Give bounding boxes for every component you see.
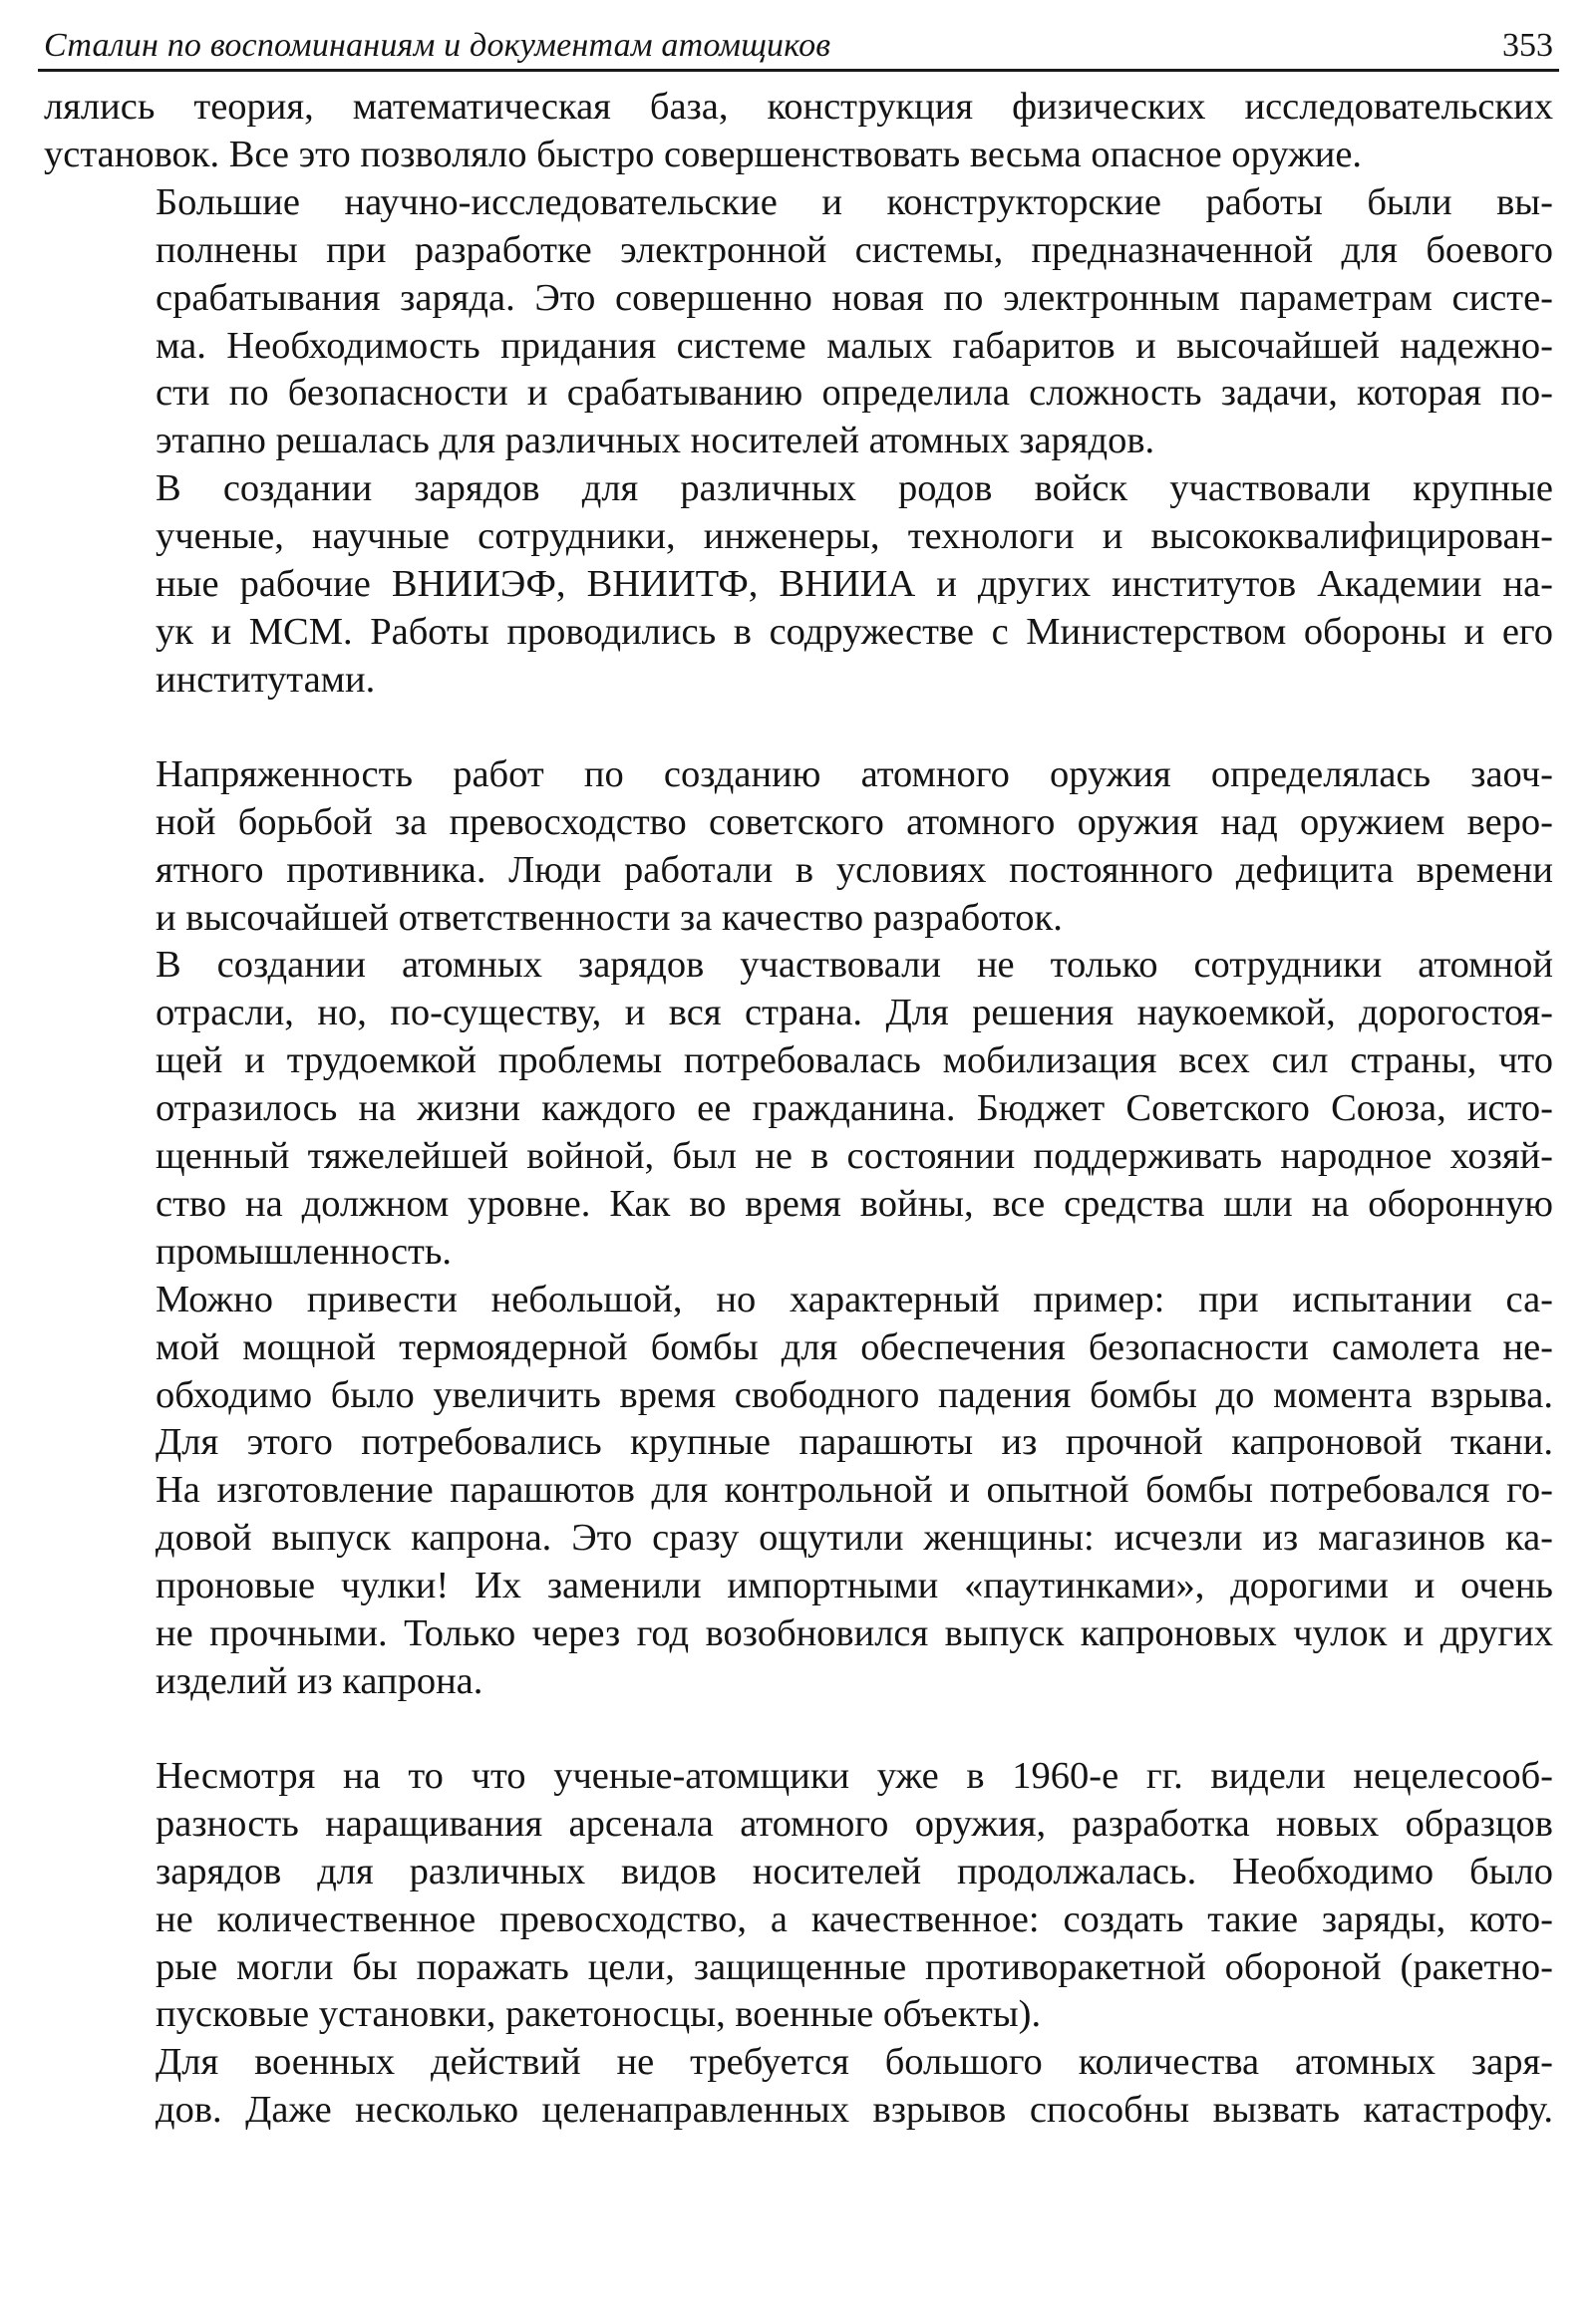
paragraph	[44, 465, 1553, 705]
text-line: ные рабочие ВНИИЭФ, ВНИИТФ, ВНИИА и других институтов Академии на-	[156, 563, 1553, 606]
text-line: довой выпуск капрона. Это сразу ощутили женщины: исчезли из магазинов ка-	[156, 1517, 1553, 1560]
book-page	[38, 22, 1559, 2135]
text-line: дов. Даже несколько целенаправленных взрывов способны вызвать катастрофу.	[156, 2089, 1553, 2132]
text-line: промышленность.	[156, 1230, 453, 1273]
text-line: ук и МСМ. Работы проводились в содружестве с Министерством обороны и его	[156, 610, 1553, 653]
paragraph	[44, 1753, 1553, 2039]
text-line: ятного противника. Люди работали в условиях постоянного дефицита времени	[156, 848, 1553, 891]
text-line: Можно привести небольшой, но характерный пример: при испытании са-	[156, 1278, 1553, 1320]
body-text	[38, 84, 1559, 2135]
text-line: Большие научно-исследовательские и конструкторские работы были вы-	[156, 180, 1553, 223]
text-line: обходимо было увеличить время свободного падения бомбы до момента взрыва.	[156, 1373, 1553, 1416]
text-line: В создании зарядов для различных родов войск участвовали крупные	[156, 467, 1553, 510]
text-line: Для этого потребовались крупные парашюты из прочной капроновой ткани.	[156, 1421, 1553, 1464]
running-header	[38, 22, 1559, 72]
text-line: разность наращивания арсенала атомного оружия, разработка новых образцов	[156, 1802, 1553, 1845]
text-line: лялись теория, математическая база, конструкция физических исследовательских	[44, 86, 1553, 128]
text-line: рые могли бы поражать цели, защищенные противоракетной обороной (ракетно-	[156, 1945, 1553, 1988]
text-line: мой мощной термоядерной бомбы для обеспечения безопасности самолета не-	[156, 1325, 1553, 1368]
text-line: отразилось на жизни каждого ее гражданина. Бюджет Советского Союза, исто-	[156, 1087, 1553, 1130]
paragraph	[44, 84, 1553, 179]
text-line: проновые чулки! Их заменили импортными «паутинками», дорогими и очень	[156, 1565, 1553, 1607]
text-line: срабатывания заряда. Это совершенно новая по электронным параметрам систе-	[156, 276, 1553, 319]
text-line: На изготовление парашютов для контрольной и опытной бомбы потребовался го-	[156, 1469, 1553, 1512]
section-break	[44, 1706, 1553, 1753]
text-line: ма. Необходимость придания системе малых габаритов и высочайшей надежно-	[156, 324, 1553, 367]
text-line: щенный тяжелейшей войной, был не в состоянии поддерживать народное хозяй-	[156, 1135, 1553, 1178]
text-line: установок. Все это позволяло быстро совершенствовать весьма опасное оружие.	[44, 133, 1363, 175]
text-line: изделий из капрона.	[156, 1660, 483, 1702]
paragraph	[44, 751, 1553, 943]
paragraph	[44, 1277, 1553, 1706]
page-number: 353	[1502, 27, 1553, 64]
text-line: и высочайшей ответственности за качество разработок.	[156, 896, 1063, 939]
text-line: полнены при разработке электронной системы, предназначенной для боевого	[156, 228, 1553, 271]
text-line: Напряженность работ по созданию атомного оружия определялась заоч-	[156, 752, 1553, 795]
text-line: щей и трудоемкой проблемы потребовалась мобилизация всех сил страны, что	[156, 1039, 1553, 1082]
text-line: сти по безопасности и срабатыванию определила сложность задачи, которая по-	[156, 372, 1553, 415]
running-title: Сталин по воспоминаниям и документам атомщиков	[44, 27, 831, 64]
text-line: ной борьбой за превосходство советского атомного оружия над оружием веро-	[156, 800, 1553, 843]
paragraph	[44, 179, 1553, 465]
paragraph	[44, 2039, 1553, 2135]
text-line: ство на должном уровне. Как во время войны, все средства шли на оборонную	[156, 1182, 1553, 1225]
text-line: ученые, научные сотрудники, инженеры, технологи и высококвалифицирован-	[156, 515, 1553, 558]
paragraph	[44, 942, 1553, 1276]
text-line: зарядов для различных видов носителей продолжалась. Необходимо было	[156, 1850, 1553, 1892]
text-line: Несмотря на то что ученые-атомщики уже в 1960-е гг. видели нецелесооб-	[156, 1754, 1553, 1797]
text-line: Для военных действий не требуется большого количества атомных заря-	[156, 2041, 1553, 2084]
text-line: В создании атомных зарядов участвовали не только сотрудники атомной	[156, 944, 1553, 987]
text-line: отрасли, но, по-существу, и вся страна. Для решения наукоемкой, дорогостоя-	[156, 992, 1553, 1034]
text-line: не количественное превосходство, а качественное: создать такие заряды, кото-	[156, 1897, 1553, 1940]
text-line: этапно решалась для различных носителей атомных зарядов.	[156, 420, 1155, 462]
text-line: не прочными. Только через год возобновился выпуск капроновых чулок и других	[156, 1612, 1553, 1655]
text-line: пусковые установки, ракетоносцы, военные объекты).	[156, 1993, 1042, 2036]
text-line: институтами.	[156, 658, 376, 701]
section-break	[44, 705, 1553, 751]
